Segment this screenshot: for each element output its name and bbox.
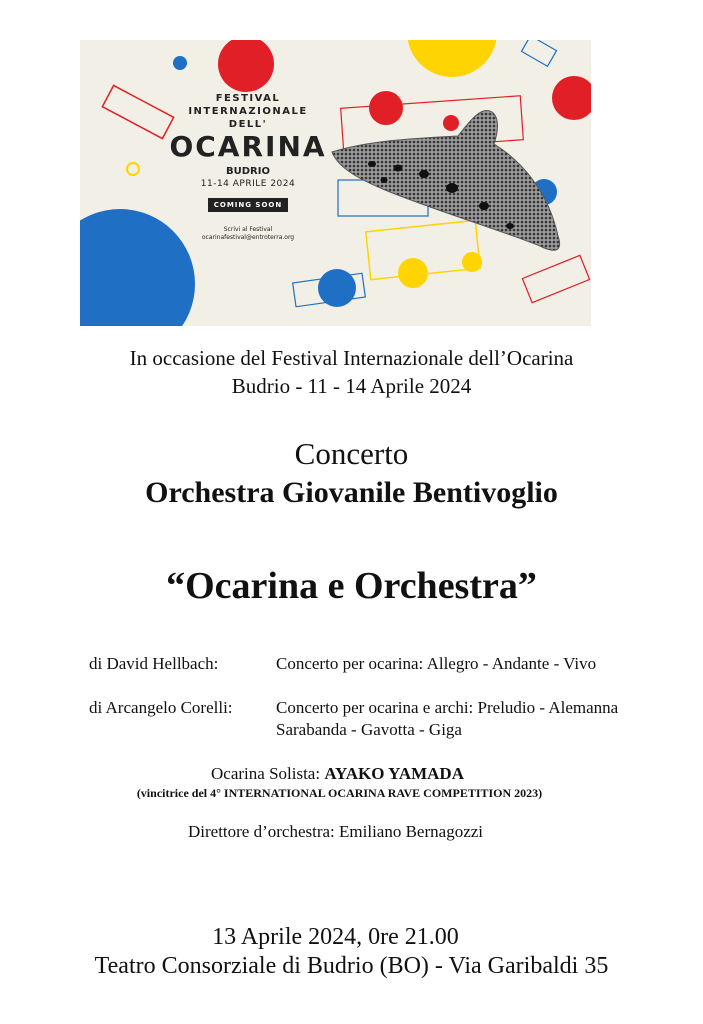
city-label: BUDRIO [226, 166, 270, 177]
soloist-name: AYAKO YAMADA [324, 764, 464, 783]
red-outline-rect [102, 85, 173, 138]
write-label: Scrivi al Festival [223, 226, 273, 233]
red-dot [443, 115, 459, 131]
email-label: ocarinafestival@entroterra.org [201, 234, 295, 241]
blue-outline-rect-top [522, 40, 557, 66]
festival-label: FESTIVAL [215, 93, 281, 104]
dates-label: 11-14 APRILE 2024 [200, 179, 296, 189]
coming-soon-badge: COMING SOON [208, 198, 289, 212]
banner-artwork [80, 40, 591, 326]
event-type: Concerto [294, 436, 409, 471]
dell-label: DELL' [228, 119, 268, 130]
event-title: “Ocarina e Orchestra” [166, 565, 537, 607]
event-date: 13 Aprile 2024, 0re 21.00 [212, 924, 459, 950]
festival-logo-text [168, 92, 328, 242]
yellow-ring [127, 163, 139, 175]
yellow-circle-top [407, 40, 497, 77]
composer-2: di Arcangelo Corelli: [89, 698, 233, 717]
event-venue: Teatro Consorziale di Budrio (BO) - Via Garibaldi 35 [94, 953, 609, 979]
intro-line-1: In occasione del Festival Internazionale dell’Ocarina [129, 346, 574, 370]
ocarina-label: OCARINA [169, 130, 327, 163]
soloist-note: (vincitrice del 4° INTERNATIONAL OCARINA RAVE COMPETITION 2023) [136, 786, 543, 800]
red-circle-mid [369, 91, 403, 125]
red-circle-right [552, 76, 591, 120]
conductor: Direttore d’orchestra: Emiliano Bernagozzi [187, 822, 484, 841]
festival-banner [80, 40, 591, 326]
program-1-line-1: Concerto per ocarina: Allegro - Andante - Vivo [276, 654, 597, 673]
internazionale-label: INTERNAZIONALE [188, 106, 308, 117]
composer-1: di David Hellbach: [89, 654, 219, 673]
red-circle-top [218, 40, 274, 92]
red-outline-rect-bottom [522, 255, 589, 302]
orchestra-name: Orchestra Giovanile Bentivoglio [145, 476, 558, 509]
yellow-circle-bottom [398, 258, 428, 288]
soloist-label: Ocarina Solista: [211, 764, 325, 783]
soloist-line [0, 764, 689, 784]
intro-line-2: Budrio - 11 - 14 Aprile 2024 [231, 374, 472, 398]
blue-dot-small [173, 56, 187, 70]
ocarina-illustration [332, 110, 560, 250]
program-2-line-2: Sarabanda - Gavotta - Giga [276, 720, 462, 739]
program-2-line-1: Concerto per ocarina e archi: Preludio - Alemanna [276, 698, 619, 717]
